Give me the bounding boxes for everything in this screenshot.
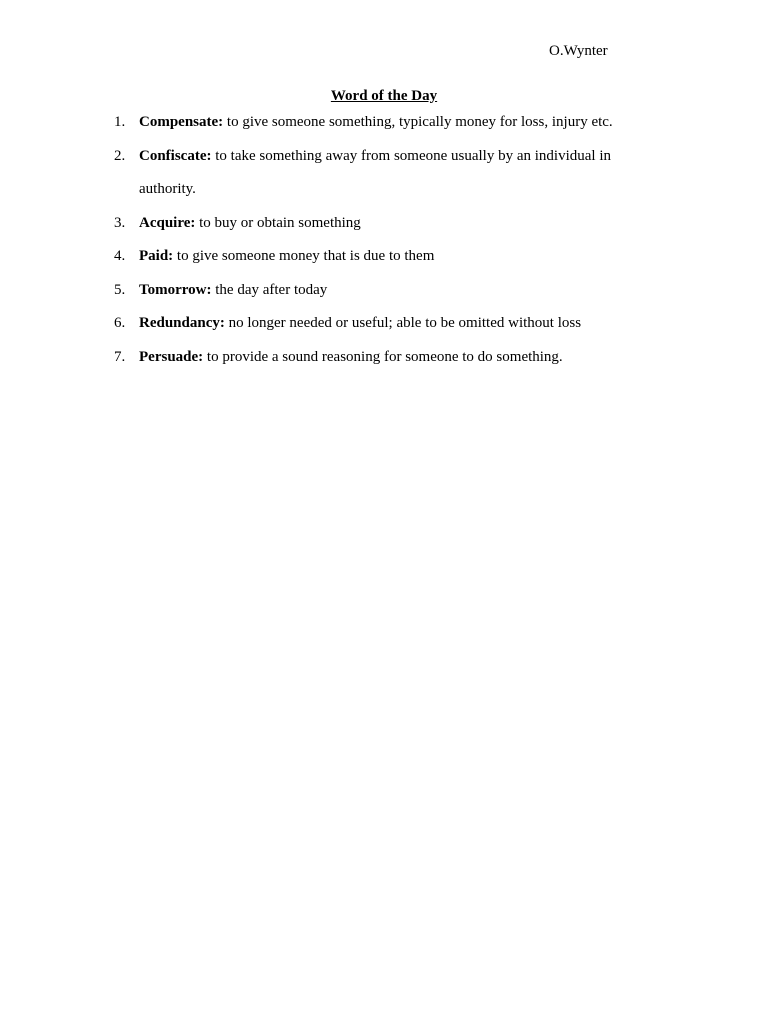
author-name: O.Wynter (549, 43, 608, 59)
list-item (114, 240, 654, 274)
list-item-number: 7. (114, 348, 126, 365)
list-item (114, 341, 654, 375)
page-title: Word of the Day (330, 88, 438, 104)
word-definition: to buy or obtain something (195, 214, 361, 231)
word-definition: to give someone money that is due to them (173, 248, 435, 264)
word-term: Redundancy: (139, 315, 225, 331)
word-definition: to take something away from someone usually by an individual in authority. (139, 147, 611, 197)
list-item (114, 307, 654, 341)
word-definition: the day after today (211, 281, 328, 298)
word-list (114, 106, 654, 374)
word-definition: to give someone something, typically money for loss, injury etc. (223, 114, 613, 130)
word-term: Persuade: (139, 348, 204, 365)
word-term: Compensate: (139, 114, 224, 130)
word-term: Acquire: (139, 214, 196, 231)
word-term: Paid: (139, 248, 174, 264)
list-item (114, 207, 654, 241)
list-item-number: 1. (114, 114, 126, 130)
word-definition: no longer needed or useful; able to be omitted without loss (224, 315, 582, 331)
list-item-number: 5. (114, 281, 126, 298)
list-item (114, 274, 654, 308)
list-item (114, 106, 654, 140)
list-item-number: 3. (114, 214, 126, 231)
list-item (114, 140, 654, 207)
word-definition: to provide a sound reasoning for someone to do something. (203, 348, 563, 365)
word-term: Confiscate: (139, 147, 212, 164)
list-item-number: 2. (114, 147, 126, 164)
word-term: Tomorrow: (139, 281, 212, 298)
list-item-number: 6. (114, 315, 126, 331)
list-item-number: 4. (114, 248, 126, 264)
